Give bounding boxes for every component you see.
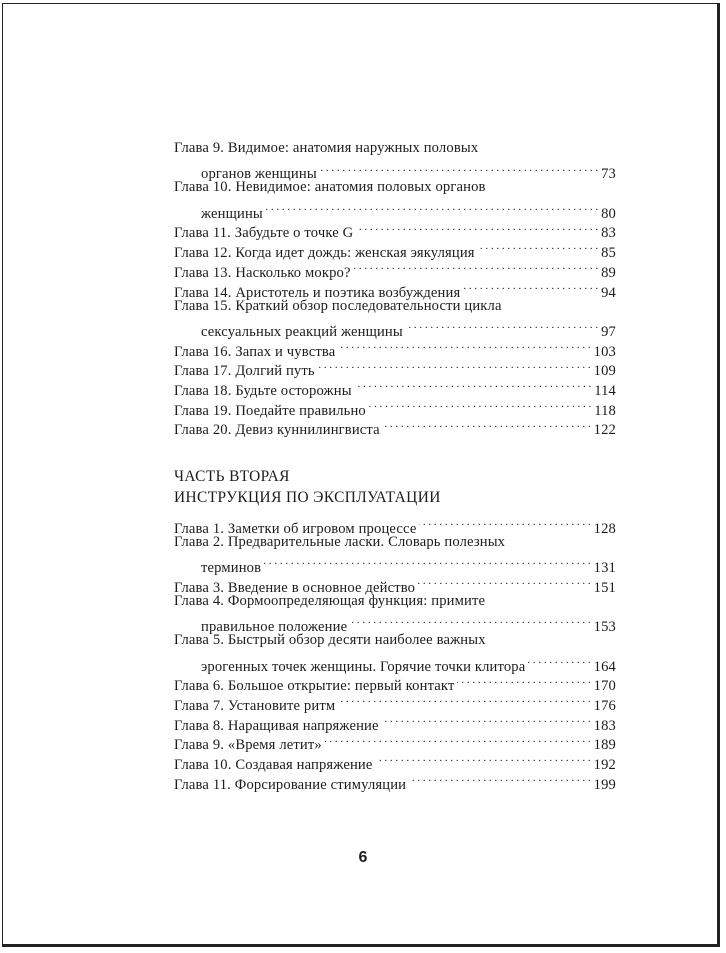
toc-entry-title: Глава 14. Аристотель и поэтика возбуждения [174,284,461,301]
toc-entry [174,513,616,537]
toc-entry-line [174,533,616,553]
dot-leader [355,375,592,395]
toc-entry-line-with-page [174,651,616,675]
toc-entry-line [174,631,616,651]
toc-page-number: 192 [593,756,616,773]
toc-page-number: 151 [593,579,616,596]
dot-leader [354,257,599,277]
toc-page-number: 114 [594,382,616,399]
toc-entry-line-with-page [174,159,616,183]
dot-leader [457,671,590,691]
dot-leader [369,395,591,415]
toc-page-number: 153 [593,619,616,636]
toc-entry-title: терминов [201,560,262,577]
toc-entry [174,139,616,183]
toc-entry-title: Глава 19. Поедайте правильно [174,402,366,419]
toc-page-number: 164 [593,658,616,675]
toc-page-number: 189 [593,737,616,754]
dot-leader [325,730,591,750]
toc-entry-title: женщины [201,205,263,222]
toc-entry [174,297,616,340]
page-number: 6 [358,849,368,866]
table-of-contents-part-one [174,139,616,439]
dot-leader [356,218,598,238]
dot-leader [350,611,590,631]
dot-leader [419,513,590,533]
part-two-subtitle: ИНСТРУКЦИЯ ПО ЭКСПЛУАТАЦИИ [174,489,441,506]
toc-entry-line-with-page [174,513,616,537]
toc-entry [174,178,616,222]
toc-page-number: 122 [593,422,616,439]
dot-leader [338,690,590,710]
toc-page-number: 170 [593,678,616,695]
toc-entry-line [174,178,616,198]
toc-page-number: 94 [601,284,616,301]
dot-leader [266,198,598,218]
toc-entry-title: Глава 15. Краткий обзор последовательности цикла [174,297,502,314]
toc-entry-title: эрогенных точек женщины. Горячие точки клитора [201,658,526,675]
toc-entry [174,631,616,675]
toc-entry-title: Глава 7. Установите ритм [174,697,336,714]
toc-page-number: 80 [601,205,616,222]
toc-entry-title: Глава 9. «Время летит» [174,737,322,754]
toc-entry-title: Глава 4. Формоопределяющая функция: примите [174,592,486,609]
toc-entry-line [174,297,616,317]
dot-leader [418,572,591,592]
toc-page-number: 109 [593,363,616,380]
toc-entry-title: Глава 11. Забудьте о точке G [174,225,354,242]
toc-page-number: 73 [601,166,616,183]
toc-page-number: 128 [593,520,616,537]
part-two-heading [174,466,441,508]
table-of-contents-part-two [174,513,616,793]
toc-entry-title: правильное положение [201,619,348,636]
dot-leader [406,316,598,336]
toc-entry-title: Глава 1. Заметки об игровом процессе [174,520,417,537]
toc-entry-title: сексуальных реакций женщины [201,323,403,340]
toc-page-number: 183 [593,717,616,734]
toc-entry-line [174,139,616,159]
toc-page-number: 83 [601,225,616,242]
dot-leader [264,552,590,572]
toc-entry-title: Глава 3. Введение в основное действо [174,579,416,596]
toc-entry-line [174,592,616,612]
toc-entry-title: Глава 10. Невидимое: анатомия половых органов [174,179,486,196]
toc-entry-title: Глава 16. Запах и чувства [174,343,336,360]
toc-entry-title: Глава 9. Видимое: анатомия наружных половых [174,140,479,156]
dot-leader [320,159,598,179]
dot-leader [478,237,598,257]
dot-leader [409,769,591,789]
toc-entry-title: Глава 11. Форсирование стимуляции [174,776,407,793]
toc-entry-title: органов женщины [201,166,317,183]
toc-entry-title: Глава 6. Большое открытие: первый контакт [174,678,455,695]
toc-entry-title: Глава 12. Когда идет дождь: женская эякуляция [174,245,475,262]
part-two-title: ЧАСТЬ ВТОРАЯ [174,468,290,485]
toc-entry-line-with-page [174,198,616,222]
toc-page-number: 89 [601,264,616,281]
toc-entry-line-with-page [174,316,616,340]
toc-page-number: 97 [601,323,616,340]
toc-entry-title: Глава 18. Будьте осторожны [174,382,352,399]
dot-leader [338,336,590,356]
toc-page-number: 85 [601,245,616,262]
toc-page-number: 176 [593,697,616,714]
toc-entry-title: Глава 10. Создавая напряжение [174,756,373,773]
toc-entry-title: Глава 17. Долгий путь [174,363,315,380]
dot-leader [383,415,591,435]
toc-entry-title: Глава 2. Предварительные ласки. Словарь полезных [174,533,506,550]
dot-leader [318,356,591,376]
toc-entry [174,533,616,577]
toc-entry-line-with-page [174,552,616,577]
dot-leader [528,651,590,671]
toc-entry [174,592,616,636]
dot-leader [382,710,591,730]
dot-leader [463,277,598,297]
toc-entry-title: Глава 20. Девиз куннилингвиста [174,422,380,439]
toc-page-number: 103 [593,343,616,360]
dot-leader [376,749,591,769]
toc-entry-line-with-page [174,611,616,636]
toc-entry-title: Глава 8. Наращивая напряжение [174,717,379,734]
toc-page-number: 199 [593,776,616,793]
toc-page-number: 118 [594,402,616,419]
toc-entry-title: Глава 5. Быстрый обзор десяти наиболее важных [174,632,486,649]
toc-page-number: 131 [593,560,616,577]
toc-entry-title: Глава 13. Насколько мокро? [174,264,351,281]
